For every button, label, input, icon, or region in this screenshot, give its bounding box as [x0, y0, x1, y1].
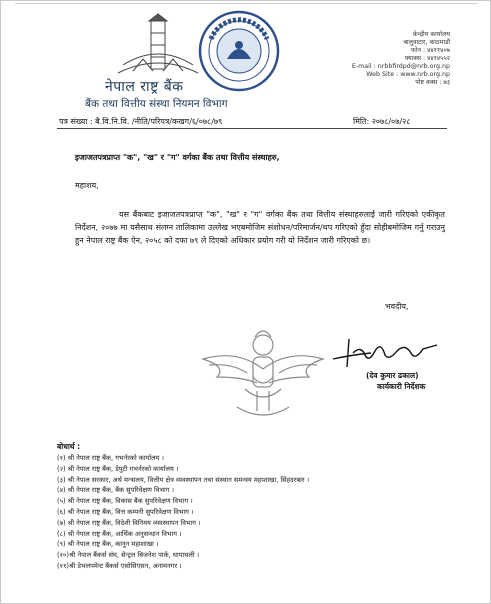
cc-item: (११)श्री डेभलपमेन्ट बैंकर्स एसोसिएसन, अनामनगर ।	[57, 561, 182, 570]
cc-item: (६) श्री नेपाल राष्ट्र बैंक, वित्त कम्पनी सुपरिवेक्षण विभाग ।	[57, 507, 194, 516]
signer-name: (देव कुमार ढकाल)	[366, 371, 419, 380]
letter-date: मिति: २०७८/०७/२८	[353, 117, 411, 126]
reference-number: पत्र संख्या : बै.वि.नि.वि. /नीति/परिपत्र/कखग/६/०७८/७९	[59, 117, 223, 126]
cc-item: (५) श्री नेपाल राष्ट्र बैंक, विकास बैंक सुपरिवेक्षण विभाग ।	[57, 497, 193, 506]
garuda-emblem-icon	[197, 319, 329, 425]
cc-item: (७) श्री नेपाल राष्ट्र बैंक, विदेशी विनिमय व्यवस्थापन विभाग ।	[57, 518, 201, 527]
cc-item: (२) श्री नेपाल राष्ट्र बैंक, डेपुटी गभर्नरको कार्यालय ।	[57, 464, 179, 473]
cc-item: (९) श्री नेपाल राष्ट्र बैंक, कानुन महाशाखा ।	[57, 540, 159, 549]
contact-website: Web Site : www.nrb.org.np	[366, 71, 450, 78]
cc-title: बोधार्थ :	[57, 442, 81, 451]
cc-item: (८) श्री नेपाल राष्ट्र बैंक, आर्थिक अनुसन्धान विभाग ।	[57, 529, 182, 538]
nrb-seal-icon	[197, 9, 281, 93]
contact-email: E-mail : nrbbfirdpd@nrb.org.np	[351, 63, 450, 70]
contact-line: फ्याक्स : ४४१४५५२	[404, 55, 450, 62]
org-name: नेपाल राष्ट्र बैंक	[105, 79, 184, 95]
nrb-tower-logo-icon	[113, 13, 203, 79]
cc-item: (३) श्री नेपाल सरकार, अर्थ मन्त्रालय, वित्तीय क्षेत्र व्यवस्थापन तथा संस्थान समन्वय महाशाखा, सिंहदरबार ।	[57, 475, 310, 484]
top-rule	[15, 3, 478, 4]
contact-line: केन्द्रीय कार्यालय	[412, 31, 450, 38]
addressee: इजाजतपत्रप्राप्त "क", "ख" र "ग" वर्गका बैंक तथा वित्तीय संस्थाहरु,	[75, 153, 280, 162]
body-paragraph	[75, 208, 445, 247]
contact-block	[352, 31, 450, 87]
signature-icon	[331, 331, 441, 371]
cc-item: (१०)श्री नेपाल बैंकर्स संघ, सेन्ट्रल बिजनेश पार्क, थापाथली ।	[57, 551, 200, 560]
cc-item: (४) श्री नेपाल राष्ट्र बैंक, बैंक सुपरिवेक्षण विभाग ।	[57, 486, 175, 495]
contact-line: पोष्ट बक्स : ७३	[415, 79, 450, 86]
cc-item: (१) श्री नेपाल राष्ट्र बैंक, गभर्नरको कार्यालय ।	[57, 454, 164, 462]
signer-title: कार्यकारी निर्देशक	[377, 382, 426, 391]
department-name: बैंक तथा वित्तीय संस्था नियमन विभाग	[85, 98, 228, 110]
salutation: महाशय,	[75, 181, 99, 190]
cc-list	[57, 453, 309, 572]
sign-off: भवदीय,	[385, 302, 409, 311]
contact-line: बालुवाटार, काठमाडौं	[403, 39, 450, 46]
body-text: यस बैंकबाट इजाजतपत्रप्राप्त "क", "ख" र "ग" वर्गका बैंक तथा वित्तीय संस्थाहरुलाई जारी गरिएको एकीकृत निर्देशन, २०७७ मा यसैसाथ संलग्न तालिकामा उल्लेख भएबमोजिम संशोधन/परिमार्जन/थप गरिएको हुँदा सोहीबमोजिम गर्नु गराउनु हुन नेपाल राष्ट्र बैंक ऐन, २०५८ को दफा ७९ ले दिएको अधिकार प्रयोग गरी यो निर्देशन जारी गरिएको छ।	[75, 210, 445, 245]
header-divider	[57, 128, 447, 129]
contact-line: फोन : ४४११४०७	[410, 47, 450, 54]
